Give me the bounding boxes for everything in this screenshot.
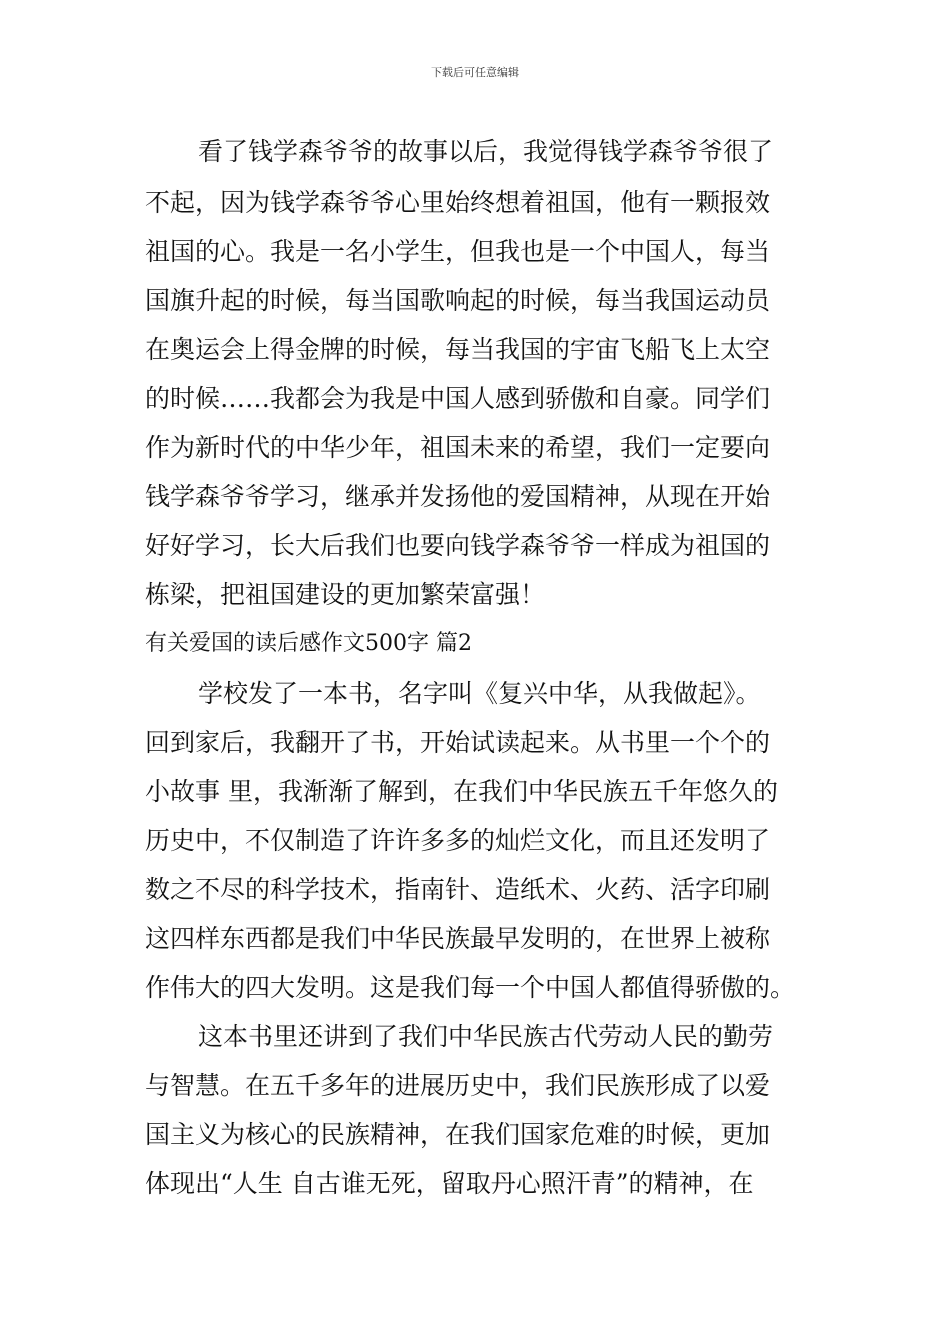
page-header: 下载后可任意编辑 [431,66,519,79]
text-line: 与智慧。在五千多年的进展历史中，我们民族形成了以爱 [145,1071,771,1100]
text-line: 体现出“人生 自古谁无死，留取丹心照汗青”的精神，在 [145,1169,754,1198]
text-line: 国主义为核心的民族精神，在我们国家危难的时候，更加 [145,1120,771,1149]
paragraph-3 [145,1012,815,1208]
text-line: 在奥运会上得金牌的时候，每当我国的宇宙飞船飞上太空 [145,335,771,364]
text-line: 钱学森爷爷学习，继承并发扬他的爱国精神，从现在开始 [145,482,771,511]
text-line: 的时候……我都会为我是中国人感到骄傲和自豪。同学们 [145,384,771,413]
paragraph-1 [145,127,815,619]
text-line: 作伟大的四大发明。这是我们每一个中国人都值得骄傲的。 [145,973,796,1002]
section-heading: 有关爱国的读后感作文500字 篇2 [145,631,472,656]
text-line: 这四样东西都是我们中华民族最早发明的，在世界上被称 [145,924,771,953]
text-line: 数之不尽的科学技术，指南针、造纸术、火药、活字印刷 [145,875,771,904]
text-line: 回到家后，我翻开了书，开始试读起来。从书里一个个的 [145,728,771,757]
paragraph-2 [145,669,815,1012]
text-line: 小故事 里，我渐渐了解到，在我们中华民族五千年悠久的 [145,777,778,806]
text-line: 这本书里还讲到了我们中华民族古代劳动人民的勤劳 [198,1022,774,1051]
text-line: 学校发了一本书，名字叫《复兴中华，从我做起》。 [198,679,761,708]
text-line: 看了钱学森爷爷的故事以后，我觉得钱学森爷爷很了 [198,137,774,166]
text-line: 国旗升起的时候，每当国歌响起的时候，每当我国运动员 [145,286,771,315]
document-body [145,127,815,1208]
text-line: 好好学习，长大后我们也要向钱学森爷爷一样成为祖国的 [145,531,771,560]
text-line: 不起，因为钱学森爷爷心里始终想着祖国，他有一颗报效 [145,188,771,217]
text-line: 作为新时代的中华少年，祖国未来的希望，我们一定要向 [145,433,771,462]
text-line: 历史中，不仅制造了许许多多的灿烂文化，而且还发明了 [145,826,771,855]
text-line: 栋梁，把祖国建设的更加繁荣富强！ [145,580,546,609]
text-line: 祖国的心。我是一名小学生，但我也是一个中国人，每当 [145,237,771,266]
